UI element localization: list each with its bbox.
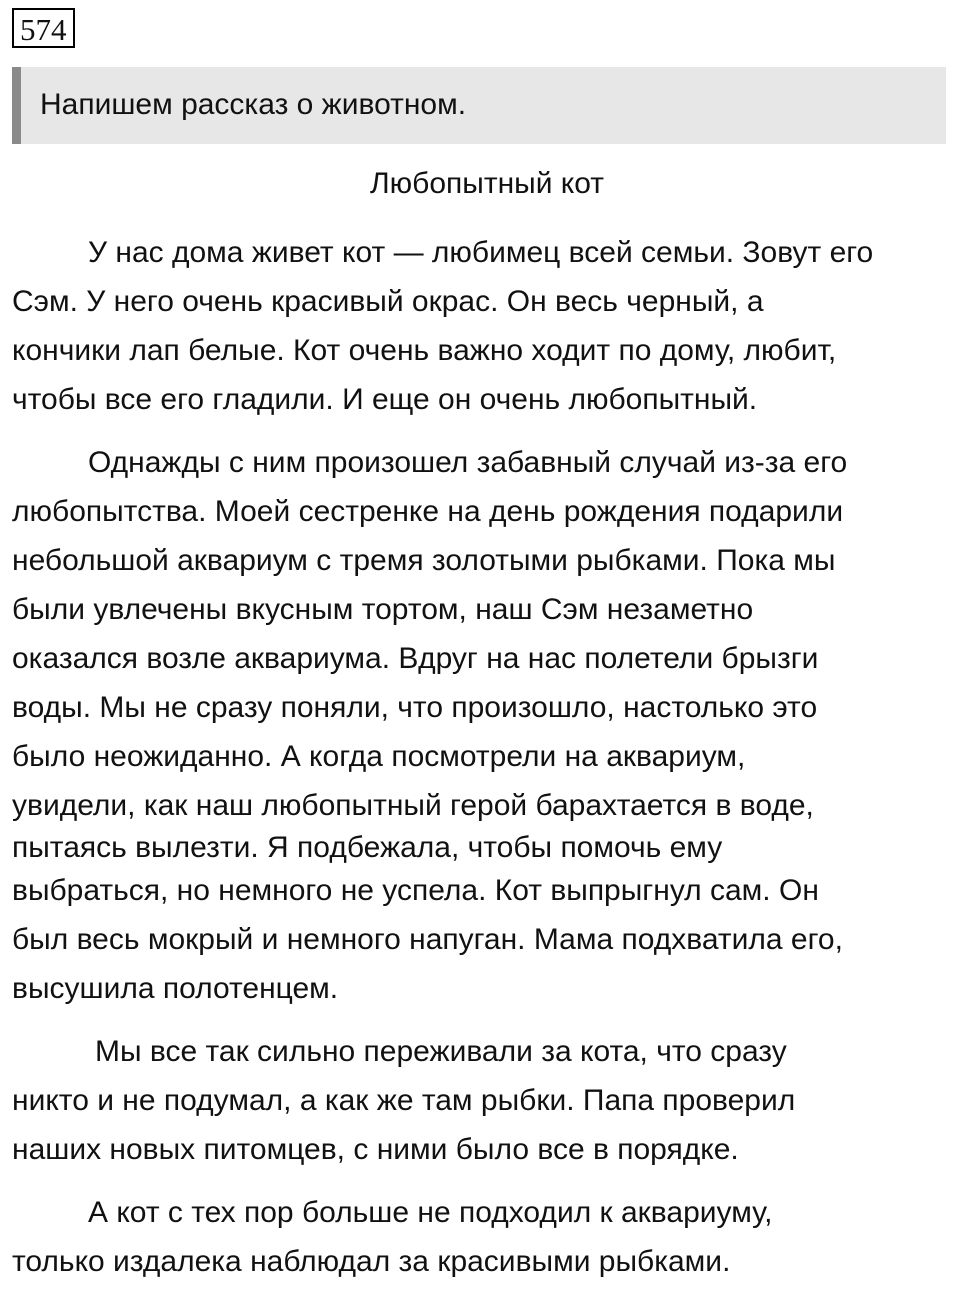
story-body — [12, 228, 956, 1286]
story-line: кончики лап белые. Кот очень важно ходит по дому, любит, — [12, 334, 837, 367]
paragraph-4 — [12, 1188, 956, 1286]
story-line: Однажды с ним произошел забавный случай из-за его — [88, 446, 848, 479]
story-line: воды. Мы не сразу поняли, что произошло, настолько это — [12, 691, 818, 724]
story-line: было неожиданно. А когда посмотрели на аквариум, — [12, 740, 746, 773]
paragraph-gap — [12, 424, 956, 438]
exercise-number: 574 — [12, 8, 75, 48]
story-line: оказался возле аквариума. Вдруг на нас полетели брызги — [12, 642, 819, 675]
story-line: любопытства. Моей сестренке на день рождения подарили — [12, 495, 844, 528]
story-line: чтобы все его гладили. И еще он очень любопытный. — [12, 383, 758, 416]
story-line: выбраться, но немного не успела. Кот выпрыгнул сам. Он — [12, 874, 819, 907]
task-text: Напишем рассказ о животном. — [40, 88, 467, 121]
story-line: никто и не подумал, а как же там рыбки. Папа проверил — [12, 1084, 796, 1117]
paragraph-2 — [12, 438, 956, 1013]
story-line: небольшой аквариум с тремя золотыми рыбками. Пока мы — [12, 544, 836, 577]
story-line: высушила полотенцем. — [12, 972, 339, 1005]
story-line: были увлечены вкусным тортом, наш Сэм незаметно — [12, 593, 754, 626]
task-banner — [12, 67, 946, 144]
story-line: Мы все так сильно переживали за кота, что сразу — [95, 1035, 787, 1068]
paragraph-gap — [12, 1013, 956, 1027]
story-line: А кот с тех пор больше не подходил к аквариуму, — [88, 1196, 773, 1229]
story-line: пытаясь вылезти. Я подбежала, чтобы помочь ему — [12, 831, 723, 864]
story-line: только издалека наблюдал за красивыми рыбками. — [12, 1245, 731, 1278]
paragraph-3 — [12, 1027, 956, 1174]
paragraph-1 — [12, 228, 956, 424]
story-line: Сэм. У него очень красивый окрас. Он весь черный, а — [12, 285, 764, 318]
story-line: увидели, как наш любопытный герой барахтается в воде, — [12, 789, 814, 822]
story-line: наших новых питомцев, с ними было все в порядке. — [12, 1133, 739, 1166]
story-title: Любопытный кот — [369, 167, 605, 200]
paragraph-gap — [12, 1174, 956, 1188]
story-line: У нас дома живет кот — любимец всей семьи. Зовут его — [88, 236, 874, 269]
story-line: был весь мокрый и немного напуган. Мама подхватила его, — [12, 923, 843, 956]
